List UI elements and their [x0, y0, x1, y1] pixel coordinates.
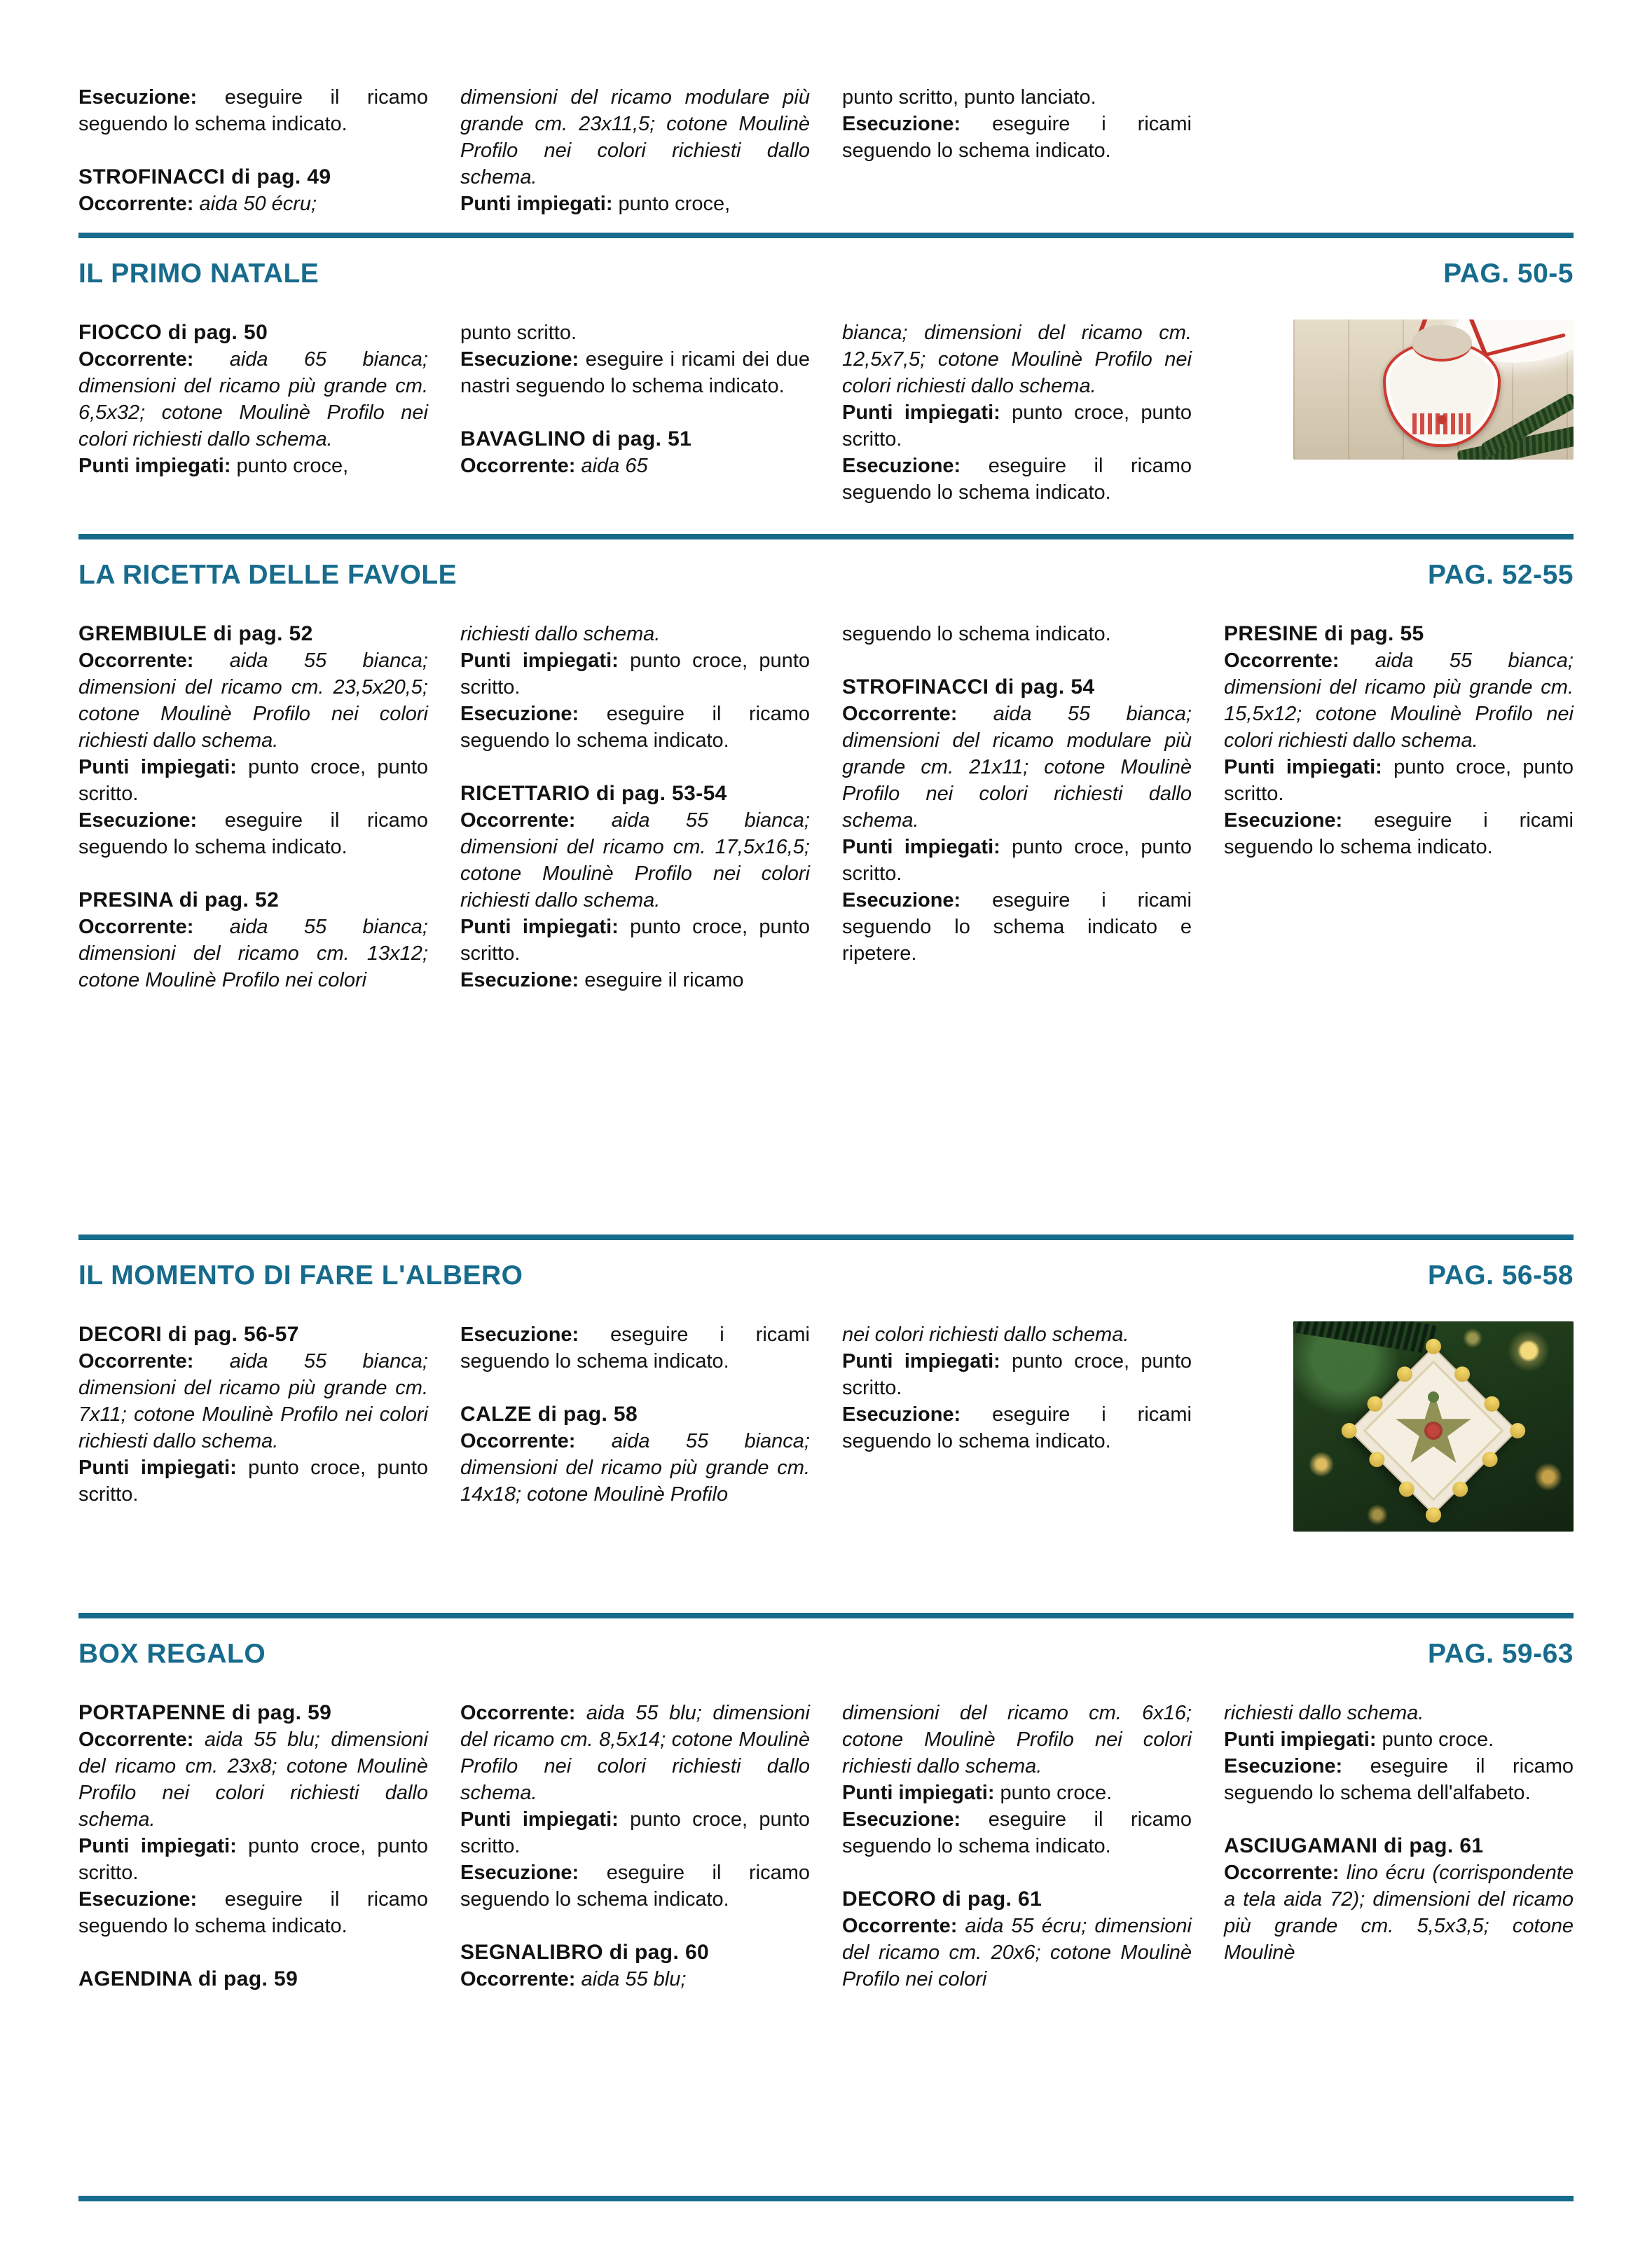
entry-paragraph [1224, 1700, 1574, 1726]
entry-paragraph [460, 701, 810, 754]
field-label: Punti impiegati: [78, 1457, 237, 1479]
section-header [78, 1638, 1574, 1670]
body-text: punto croce, punto scritto. [78, 1457, 428, 1506]
field-label: Occorrente: [842, 1915, 958, 1937]
section-divider [78, 233, 1574, 238]
body-text: punto croce, [612, 193, 731, 215]
entry-paragraph [842, 701, 1192, 834]
entry-title: BAVAGLINO di pag. 51 [460, 427, 692, 451]
text-column [842, 1700, 1192, 1993]
materials-text: dimensioni del ricamo modulare più grande cm. 23x11,5; cotone Moulinè Profilo nei colori richiesti dallo schema. [460, 86, 810, 188]
section-il-momento-di-fare-l-albero [78, 1235, 1574, 1613]
body-text: punto croce, [230, 455, 349, 477]
entry-paragraph [842, 1700, 1192, 1780]
field-label: Occorrente: [460, 809, 576, 832]
body-text: eseguire i ricami dei due nastri seguendo lo schema indicato. [460, 348, 810, 397]
entry-paragraph [460, 1859, 810, 1913]
field-label: Esecuzione: [460, 348, 579, 371]
field-label: Punti impiegati: [842, 401, 1000, 424]
field-label: Punti impiegati: [460, 1808, 619, 1831]
field-label: Esecuzione: [842, 113, 961, 135]
entry-title: PRESINE di pag. 55 [1224, 622, 1424, 645]
field-label: Esecuzione: [460, 703, 579, 725]
entry-paragraph [460, 319, 810, 346]
entry-title: AGENDINA di pag. 59 [78, 1967, 298, 1990]
materials-text: aida 55 bianca; dimensioni del ricamo più grande cm. 15,5x12; cotone Moulinè Profilo nei colori richiesti dallo schema. [1224, 649, 1574, 752]
section-page-range: PAG. 56-58 [1427, 1260, 1574, 1291]
entry-paragraph [78, 1348, 428, 1454]
entry-paragraph [842, 1780, 1192, 1806]
ornament-motif [1386, 1383, 1481, 1478]
text-column [460, 1321, 810, 1508]
materials-text: lino écru (corrispondente a tela aida 72); dimensioni del ricamo più grande cm. 5,5x3,5; cotone Moulinè [1224, 1862, 1574, 1964]
body-text: punto croce, punto scritto. [78, 756, 428, 805]
section-header [78, 1260, 1574, 1292]
entry-paragraph [460, 807, 810, 914]
text-column [78, 1700, 428, 1993]
entry-title: DECORI di pag. 56-57 [78, 1323, 299, 1346]
field-label: Esecuzione: [460, 1323, 579, 1346]
section-page-range: PAG. 50-5 [1443, 259, 1574, 289]
entry-paragraph [78, 1454, 428, 1508]
text-column [842, 621, 1192, 967]
entry-paragraph [460, 1700, 810, 1806]
entry-paragraph [460, 1806, 810, 1859]
body-text: eseguire il ricamo seguendo lo schema indicato. [842, 455, 1192, 504]
entry-paragraph [78, 84, 428, 137]
entry-paragraph [842, 319, 1192, 399]
section-divider [78, 534, 1574, 539]
section-page-range: PAG. 59-63 [1427, 1639, 1574, 1669]
entry-title: CALZE di pag. 58 [460, 1403, 638, 1426]
entry-title: ASCIUGAMANI di pag. 61 [1224, 1834, 1484, 1857]
field-label: Punti impiegati: [842, 836, 1000, 858]
section-header [78, 258, 1574, 290]
body-text: punto croce, punto scritto. [1224, 756, 1574, 805]
entry-paragraph [1224, 1753, 1574, 1806]
columns [78, 1700, 1574, 1993]
text-column [460, 621, 810, 993]
cross-stitch-motif [1412, 413, 1471, 434]
entry-paragraph [842, 834, 1192, 887]
text-column [842, 84, 1192, 164]
materials-text: aida 55 bianca; dimensioni del ricamo cm. 17,5x16,5; cotone Moulinè Profilo nei colori richiesti dallo schema. [460, 809, 810, 912]
field-label: Occorrente: [460, 1430, 576, 1452]
field-label: Punti impiegati: [460, 649, 619, 672]
body-text: punto croce. [1376, 1728, 1494, 1751]
body-text: punto croce, punto scritto. [460, 649, 810, 699]
text-column [78, 1321, 428, 1508]
columns [78, 319, 1574, 506]
entry-paragraph [842, 621, 1192, 647]
field-label: Punti impiegati: [78, 1835, 237, 1857]
entry-paragraph [460, 647, 810, 701]
field-label: Esecuzione: [842, 455, 961, 477]
entry-paragraph [460, 967, 810, 993]
columns [78, 84, 1574, 217]
entry-paragraph [1224, 754, 1574, 807]
materials-text: richiesti dallo schema. [1224, 1702, 1424, 1724]
body-text: punto croce, punto scritto. [460, 916, 810, 965]
entry-paragraph [1224, 647, 1574, 754]
entry-paragraph [460, 1966, 810, 1993]
field-label: Esecuzione: [78, 809, 198, 832]
entry-paragraph [842, 1401, 1192, 1454]
green-button [1428, 1391, 1439, 1403]
photo-baby-bib [1293, 319, 1574, 460]
field-label: Esecuzione: [78, 86, 198, 109]
entry-paragraph [842, 399, 1192, 453]
section-page-range: PAG. 52-55 [1427, 560, 1574, 590]
text-column [842, 319, 1192, 506]
field-label: Esecuzione: [842, 1808, 961, 1831]
entry-paragraph [842, 84, 1192, 111]
field-label: Esecuzione: [78, 1888, 198, 1911]
materials-text: aida 50 écru; [193, 193, 317, 215]
text-column [460, 84, 810, 217]
text-column [1224, 621, 1574, 860]
materials-text: aida 55 blu; dimensioni del ricamo cm. 23x8; cotone Moulinè Profilo nei colori richiesti dallo schema. [78, 1728, 428, 1831]
body-text: punto croce, punto scritto. [78, 1835, 428, 1884]
body-text: punto croce, punto scritto. [842, 401, 1192, 451]
entry-paragraph [460, 914, 810, 967]
body-text: eseguire il ricamo [579, 969, 744, 991]
field-label: Occorrente: [460, 1702, 576, 1724]
body-text: eseguire il ricamo seguendo lo schema indicato. [460, 1862, 810, 1911]
photo-star-ornament [1293, 1321, 1574, 1532]
body-text: eseguire il ricamo seguendo lo schema dell'alfabeto. [1224, 1755, 1574, 1804]
field-label: Esecuzione: [1224, 1755, 1343, 1777]
body-text: eseguire i ricami seguendo lo schema indicato. [842, 1403, 1192, 1452]
body-text: eseguire il ricamo seguendo lo schema indicato. [78, 86, 428, 135]
section-la-ricetta-delle-favole [78, 534, 1574, 1235]
field-label: Occorrente: [1224, 1862, 1340, 1884]
materials-text: dimensioni del ricamo cm. 6x16; cotone Moulinè Profilo nei colori richiesti dallo schema. [842, 1702, 1192, 1777]
entry-paragraph [460, 346, 810, 399]
section-title: IL PRIMO NATALE [78, 259, 319, 289]
text-column [460, 319, 810, 479]
field-label: Esecuzione: [842, 1403, 961, 1426]
field-label: Punti impiegati: [1224, 756, 1382, 778]
entry-paragraph [78, 346, 428, 453]
entry-paragraph [460, 1428, 810, 1508]
field-label: Occorrente: [842, 703, 958, 725]
entry-paragraph [460, 1321, 810, 1375]
red-button [1424, 1422, 1443, 1440]
entry-title: DECORO di pag. 61 [842, 1887, 1042, 1911]
text-column [78, 319, 428, 479]
section-header [78, 559, 1574, 591]
entry-paragraph [78, 1833, 428, 1886]
body-text: eseguire il ricamo seguendo lo schema indicato. [78, 1888, 428, 1937]
body-text: eseguire i ricami seguendo lo schema indicato. [460, 1323, 810, 1373]
body-text: punto croce, punto scritto. [842, 1350, 1192, 1399]
materials-text: aida 65 [575, 455, 648, 477]
materials-text: nei colori richiesti dallo schema. [842, 1323, 1129, 1346]
field-label: Occorrente: [78, 348, 194, 371]
materials-text: aida 55 bianca; dimensioni del ricamo modulare più grande cm. 21x11; cotone Moulinè Profilo nei colori richiesti dallo schema. [842, 703, 1192, 832]
section-continuation [78, 84, 1574, 217]
field-label: Occorrente: [78, 1728, 194, 1751]
entry-paragraph [842, 1913, 1192, 1993]
text-column [78, 621, 428, 993]
entry-title: PRESINA di pag. 52 [78, 888, 280, 912]
entry-paragraph [78, 1886, 428, 1939]
field-label: Occorrente: [78, 916, 194, 938]
entry-paragraph [1224, 1726, 1574, 1753]
bib-neckline [1412, 325, 1472, 362]
body-text: punto croce, punto scritto. [842, 836, 1192, 885]
body-text: punto croce, punto scritto. [460, 1808, 810, 1857]
field-label: Punti impiegati: [460, 916, 619, 938]
body-text: seguendo lo schema indicato. [842, 623, 1111, 645]
materials-text: aida 55 blu; [575, 1968, 687, 1990]
entry-title: GREMBIULE di pag. 52 [78, 622, 313, 645]
text-column [460, 1700, 810, 1993]
entry-title: RICETTARIO di pag. 53-54 [460, 782, 727, 805]
entry-paragraph [842, 1348, 1192, 1401]
body-text: eseguire i ricami seguendo lo schema indicato e ripetere. [842, 889, 1192, 965]
entry-paragraph [842, 111, 1192, 164]
entry-paragraph [842, 1806, 1192, 1859]
field-label: Occorrente: [460, 455, 576, 477]
columns [78, 621, 1574, 993]
body-text: eseguire il ricamo seguendo lo schema indicato. [842, 1808, 1192, 1857]
entry-paragraph [460, 453, 810, 479]
section-title: BOX REGALO [78, 1639, 266, 1669]
body-text: punto croce. [994, 1782, 1113, 1804]
text-column [1224, 1700, 1574, 1966]
field-label: Punti impiegati: [460, 193, 613, 215]
entry-paragraph [460, 191, 810, 217]
section-box-regalo [78, 1613, 1574, 1993]
body-text: eseguire il ricamo seguendo lo schema indicato. [78, 809, 428, 858]
entry-paragraph [78, 754, 428, 807]
materials-text: aida 55 bianca; dimensioni del ricamo cm. 13x12; cotone Moulinè Profilo nei colori [78, 916, 428, 991]
materials-text: aida 55 bianca; dimensioni del ricamo cm. 23,5x20,5; cotone Moulinè Profilo nei colori richiesti dallo schema. [78, 649, 428, 752]
materials-text: bianca; dimensioni del ricamo cm. 12,5x7,5; cotone Moulinè Profilo nei colori richiesti dallo schema. [842, 322, 1192, 397]
field-label: Esecuzione: [842, 889, 961, 912]
field-label: Punti impiegati: [842, 1782, 995, 1804]
entry-title: SEGNALIBRO di pag. 60 [460, 1941, 710, 1964]
materials-text: aida 55 écru; dimensioni del ricamo cm. 20x6; cotone Moulinè Profilo nei colori [842, 1915, 1192, 1990]
field-label: Punti impiegati: [78, 455, 231, 477]
entry-paragraph [842, 453, 1192, 506]
materials-text: aida 55 blu; dimensioni del ricamo cm. 8,5x14; cotone Moulinè Profilo nei colori richiesti dallo schema. [460, 1702, 810, 1804]
text-column [78, 84, 428, 217]
entry-paragraph [78, 914, 428, 993]
entry-paragraph [1224, 1859, 1574, 1966]
materials-text: aida 65 bianca; dimensioni del ricamo più grande cm. 6,5x32; cotone Moulinè Profilo nei colori richiesti dallo schema. [78, 348, 428, 451]
entry-paragraph [1224, 807, 1574, 860]
entry-paragraph [78, 647, 428, 754]
section-divider [78, 1613, 1574, 1618]
section-title: IL MOMENTO DI FARE L'ALBERO [78, 1260, 523, 1291]
field-label: Occorrente: [1224, 649, 1340, 672]
materials-text: richiesti dallo schema. [460, 623, 661, 645]
columns [78, 1321, 1574, 1532]
section-divider [78, 1235, 1574, 1240]
entry-paragraph [78, 807, 428, 860]
entry-paragraph [78, 191, 428, 217]
body-text: punto scritto, punto lanciato. [842, 86, 1096, 109]
field-label: Esecuzione: [1224, 809, 1343, 832]
entry-paragraph [842, 1321, 1192, 1348]
field-label: Occorrente: [460, 1968, 576, 1990]
field-label: Esecuzione: [460, 969, 579, 991]
section-title: LA RICETTA DELLE FAVOLE [78, 560, 457, 590]
entry-title: FIOCCO di pag. 50 [78, 321, 268, 344]
field-label: Occorrente: [78, 649, 194, 672]
text-column [842, 1321, 1192, 1454]
body-text: eseguire i ricami seguendo lo schema indicato. [842, 113, 1192, 162]
field-label: Occorrente: [78, 1350, 194, 1373]
field-label: Punti impiegati: [842, 1350, 1000, 1373]
body-text: eseguire il ricamo seguendo lo schema indicato. [460, 703, 810, 752]
materials-text: aida 55 bianca; dimensioni del ricamo più grande cm. 7x11; cotone Moulinè Profilo nei colori richiesti dallo schema. [78, 1350, 428, 1452]
entry-title: PORTAPENNE di pag. 59 [78, 1701, 332, 1724]
body-text: punto scritto. [460, 322, 577, 344]
entry-paragraph [78, 453, 428, 479]
entry-paragraph [78, 1726, 428, 1833]
bottom-divider [78, 2196, 1574, 2201]
field-label: Esecuzione: [460, 1862, 579, 1884]
entry-title: STROFINACCI di pag. 49 [78, 165, 331, 188]
entry-paragraph [842, 887, 1192, 967]
materials-text: aida 55 bianca; dimensioni del ricamo più grande cm. 14x18; cotone Moulinè Profilo [460, 1430, 810, 1506]
entry-paragraph [460, 84, 810, 191]
entry-title: STROFINACCI di pag. 54 [842, 675, 1095, 699]
field-label: Occorrente: [78, 193, 194, 215]
body-text: eseguire i ricami seguendo lo schema indicato. [1224, 809, 1574, 858]
entry-paragraph [460, 621, 810, 647]
field-label: Punti impiegati: [78, 756, 237, 778]
field-label: Punti impiegati: [1224, 1728, 1377, 1751]
section-il-primo-natale [78, 233, 1574, 534]
